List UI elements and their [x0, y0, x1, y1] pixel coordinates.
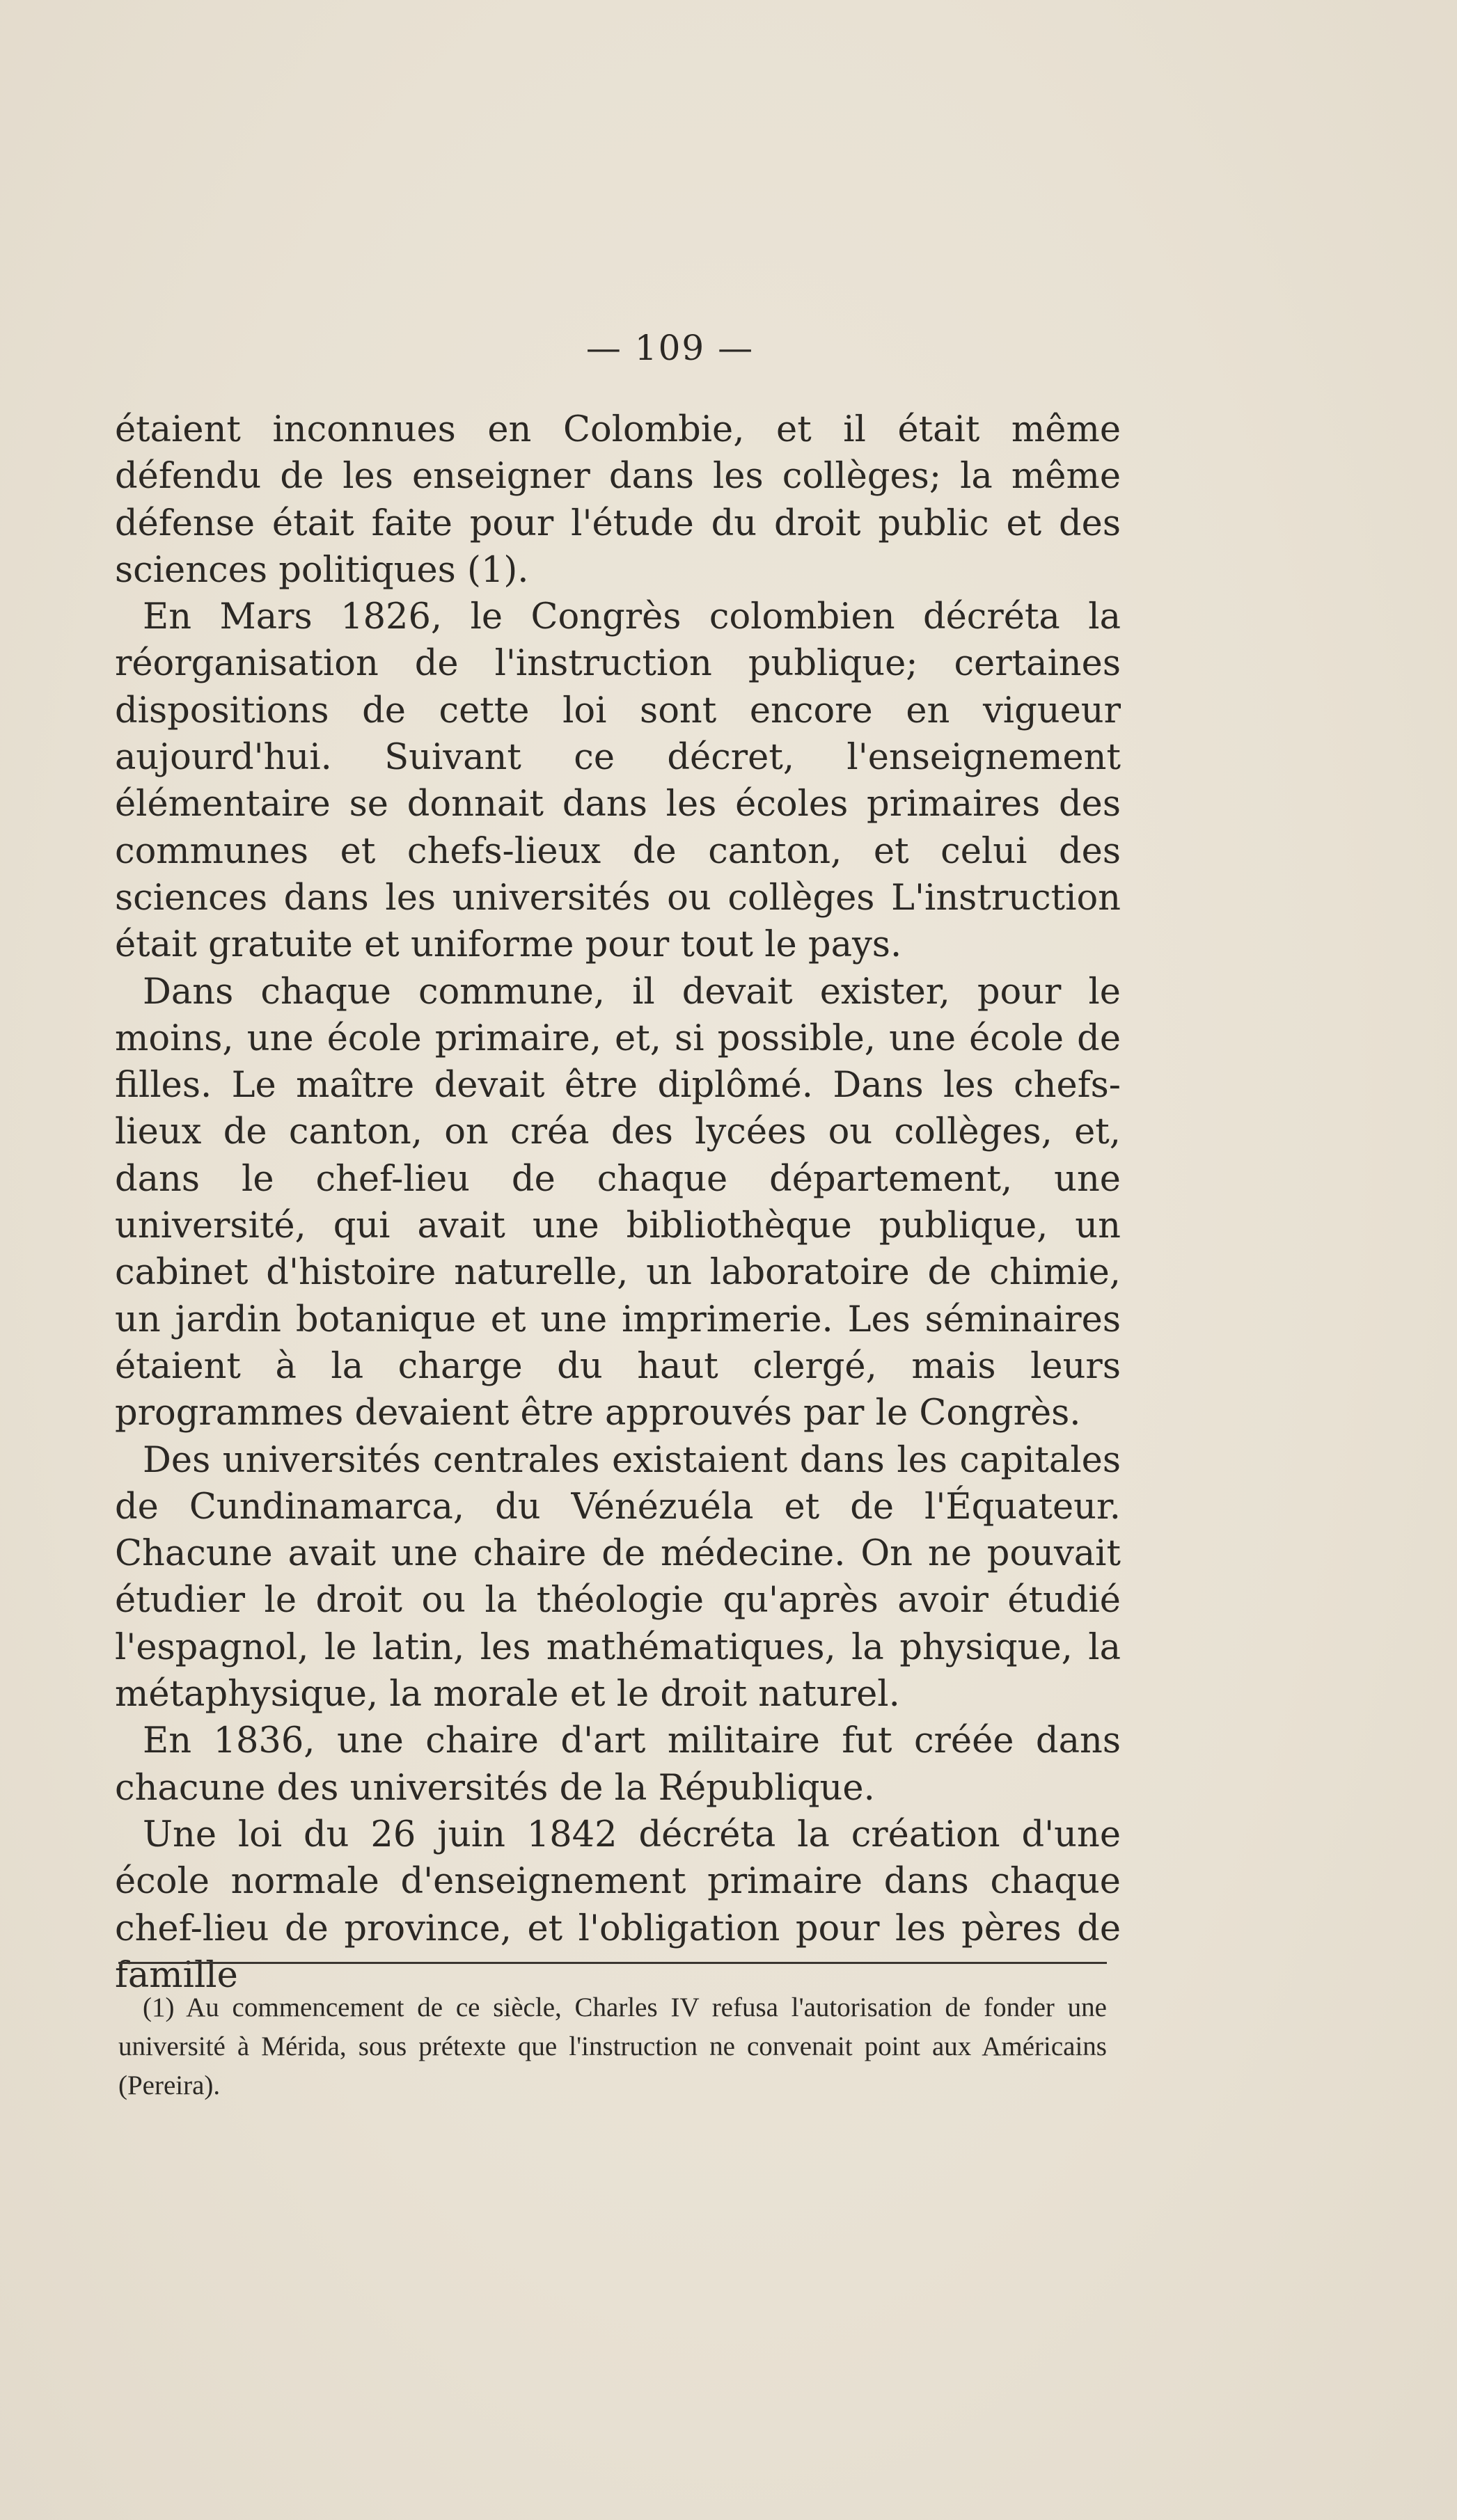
- paragraph-military-chair: En 1836, une chaire d'art militaire fut créée dans chacune des universités de la République.: [115, 1720, 1121, 1809]
- paragraph-communes: Dans chaque commune, il devait exister, pour le moins, une école primaire, et, si possible, une école de filles. Le maître devait être diplômé. Dans les chefs-lieux de canton, on créa des lycées ou collèges, et, dans le chef-lieu de chaque département, une université, qui avait une bibliothèque publique, un cabinet d'histoire naturelle, un laboratoire de chimie, un jardin botanique et une imprimerie. Les séminaires étaient à la charge du haut clergé, mais leurs programmes devaient être approuvés par le Congrès.: [115, 971, 1121, 1434]
- body-text: [115, 406, 1121, 1999]
- paragraph-central-universities: Des universités centrales existaient dans les capitales de Cundinamarca, du Vénézuéla et de l'Équateur. Chacune avait une chaire de médecine. On ne pouvait étudier le droit ou la théologie qu'après avoir étudié l'espagnol, le latin, les mathématiques, la physique, la métaphysique, la morale et le droit naturel.: [115, 1439, 1121, 1715]
- footnote-divider: [118, 1962, 1107, 1964]
- page-number: — 109 —: [585, 328, 755, 368]
- paragraph-continuation: étaient inconnues en Colombie, et il était même défendu de les enseigner dans les collèges; la même défense était faite pour l'étude du droit public et des sciences politiques (1).: [115, 409, 1121, 591]
- footnote: (1) Au commencement de ce siècle, Charles IV refusa l'autorisation de fonder une université à Mérida, sous prétexte que l'instruction ne convenait point aux Américains (Pereira).: [118, 1992, 1107, 2100]
- paragraph-congress-1826: En Mars 1826, le Congrès colombien décréta la réorganisation de l'instruction publique; certaines dispositions de cette loi sont encore en vigueur aujourd'hui. Suivant ce décret, l'enseignement élémentaire se donnait dans les écoles primaires des communes et chefs-lieux de canton, et celui des sciences dans les universités ou collèges L'instruction était gratuite et uniforme pour tout le pays.: [115, 596, 1121, 966]
- paragraph-law-1842: Une loi du 26 juin 1842 décréta la création d'une école normale d'enseignement primaire dans chaque chef-lieu de province, et l'obligation pour les pères de famille: [115, 1814, 1121, 1996]
